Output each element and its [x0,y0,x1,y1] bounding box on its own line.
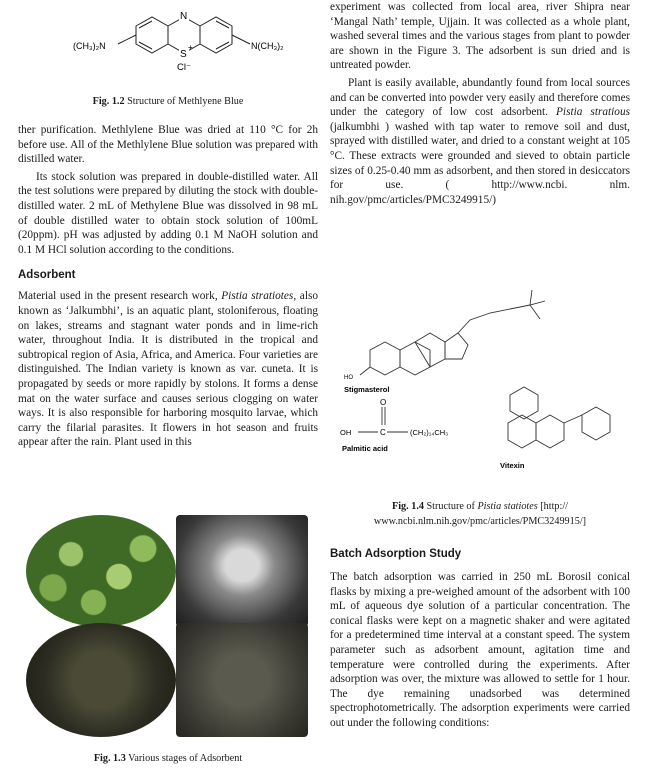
vitexin-label: Vitexin [500,461,525,470]
left-text-block [18,123,318,450]
right-para-3: The batch adsorption was carried in 250 mL Borosil conical flasks by mixing a pre-weighed amount of the adsorbent with 100 mL of aqueous dye solution of a particular concentration. The conical flasks were kept on a magnetic shaker and were agitated for a predetermined time interval at a constant speed. The system parameter such as adsorbent amount, agitation time and temperature were controlled during the experiments. After adsorption was over, the mixture was allowed to settle for 1 hour. The dye remaining unadsorbed was determined spectrophotometrically. The adsorption experiments were carried out under the following conditions: [330,571,630,729]
fig-1-4-caption: Fig. 1.4 Structure of Pistia statiotes [http:// www.ncbi.nlm.nih.gov/pmc/articles/PMC3249915/] [373,501,587,527]
stigmasterol-label: Stigmasterol [344,385,390,394]
pistia-statiotes-italic: Pistia statiotes [477,501,538,512]
right-text-block [330,0,630,207]
batch-block [330,548,630,731]
fig-1-2-caption-text: Structure of Methlyene Blue [124,96,244,107]
pistia-italic: Pistia stratiotes [221,290,294,303]
powder-photo [176,623,308,737]
fig-1-4-caption-num: Fig. 1.4 [391,501,424,512]
chloride-label: Cl⁻ [177,62,191,73]
stigmasterol-ho-label: HO [344,375,353,381]
palmitic-acid-label: Palmitic acid [342,444,388,453]
s-charge-label: + [188,43,193,52]
crushed-plant-photo [26,623,176,737]
fig-1-3-caption-text: Various stages of Adsorbent [125,753,243,764]
palmitic-c-label: C [380,428,386,437]
s-atom-label: S [180,49,187,60]
right-para-1: experiment was collected from local area, river Shipra near ‘Mangal Nath’ temple, Ujjain. It was collected as a whole plant, washed several times and the various stages from plant to powder are shown in the Figure 3. The adsorbent is sun dried and is untreated powder. [330,1,630,72]
fig-1-2-caption [18,95,318,110]
fresh-plant-photo [26,515,176,627]
left-para-3: Material used in the present research work, Pistia stratiotes, also known as ‘Jalkumbhi’, is an aquatic plant, stoloniferous, floating on lakes, streams and stagnant water ponds and in lime-rich water, throughout India. It is distributed in the tropical and subtropical region of Asia, Africa, and America. Four varieties are distinguished. The Indian variety is known as var. cuneta. It is propagated by seeds or more rapidly by stolons. It forms a dense mat on the water surface and causes serious clogging on water ways. It is also responsible for harboring mosquito larvae, which carry the filarial parasites. It flowers in hot season and fruits appear after the rain. Plant used in this [18,290,318,449]
palmitic-oh-label: OH [340,428,352,437]
dried-plant-photo [176,515,308,627]
fig-1-3-caption-num: Fig. 1.3 [93,753,126,764]
left-para-1: ther purification. Methlylene Blue was dried at 110 °C for 2h before use. All of the Methlylene Blue solution was prepared with distilled water. [18,124,318,166]
pistia-compound-structures [330,275,630,490]
adsorbent-stages-photos [26,515,308,737]
adsorbent-heading: Adsorbent [18,269,76,282]
fig-1-3-caption [18,752,318,767]
carbonyl-o-label: O [380,398,387,407]
left-para-2: Its stock solution was prepared in double-distilled water. All the test solutions were prepared by diluting the stock with double- distilled water. 2 mL of Methylene Blue was dissolved in 98 mL of double distilled water to obtain stock solution of 100mL (20ppm). pH was adjusted by adding 0.1 M NaOH solution and 0.1 M HCl solution according to the conditions. [18,170,318,256]
right-dimethylamino-label: N(CH₃)₂ [251,41,284,51]
n-atom-label: N [180,11,188,22]
palmitic-chain-label: (CH₂)₁₄CH₃ [410,428,449,437]
left-dimethylamino-label: (CH₃)₂N [73,41,106,51]
fig-1-2-caption-num: Fig. 1.2 [92,96,125,107]
right-para-2: Plant is easily available, abundantly found from local sources and can be converted into powder very easily and therefore comes under the category of low cost adsorbent. Pistia stratious (jalkumbhi ) washed with tap water to remove soil and dust, sprayed with distilled water, and dried to a constant weight at 105 °C. These extracts were grounded and sieved to obtain particle sizes of 0.25-0.40 mm as adsorbent, and then stored in desiccators for use. ( http://www.ncbi. nlm. nih.gov/pmc/articles/PMC3249915/) [330,76,630,206]
pistia-stratious-italic: Pistia stratious [556,106,630,119]
batch-adsorption-heading: Batch Adsorption Study [330,548,462,560]
methylene-blue-structure [18,4,318,84]
